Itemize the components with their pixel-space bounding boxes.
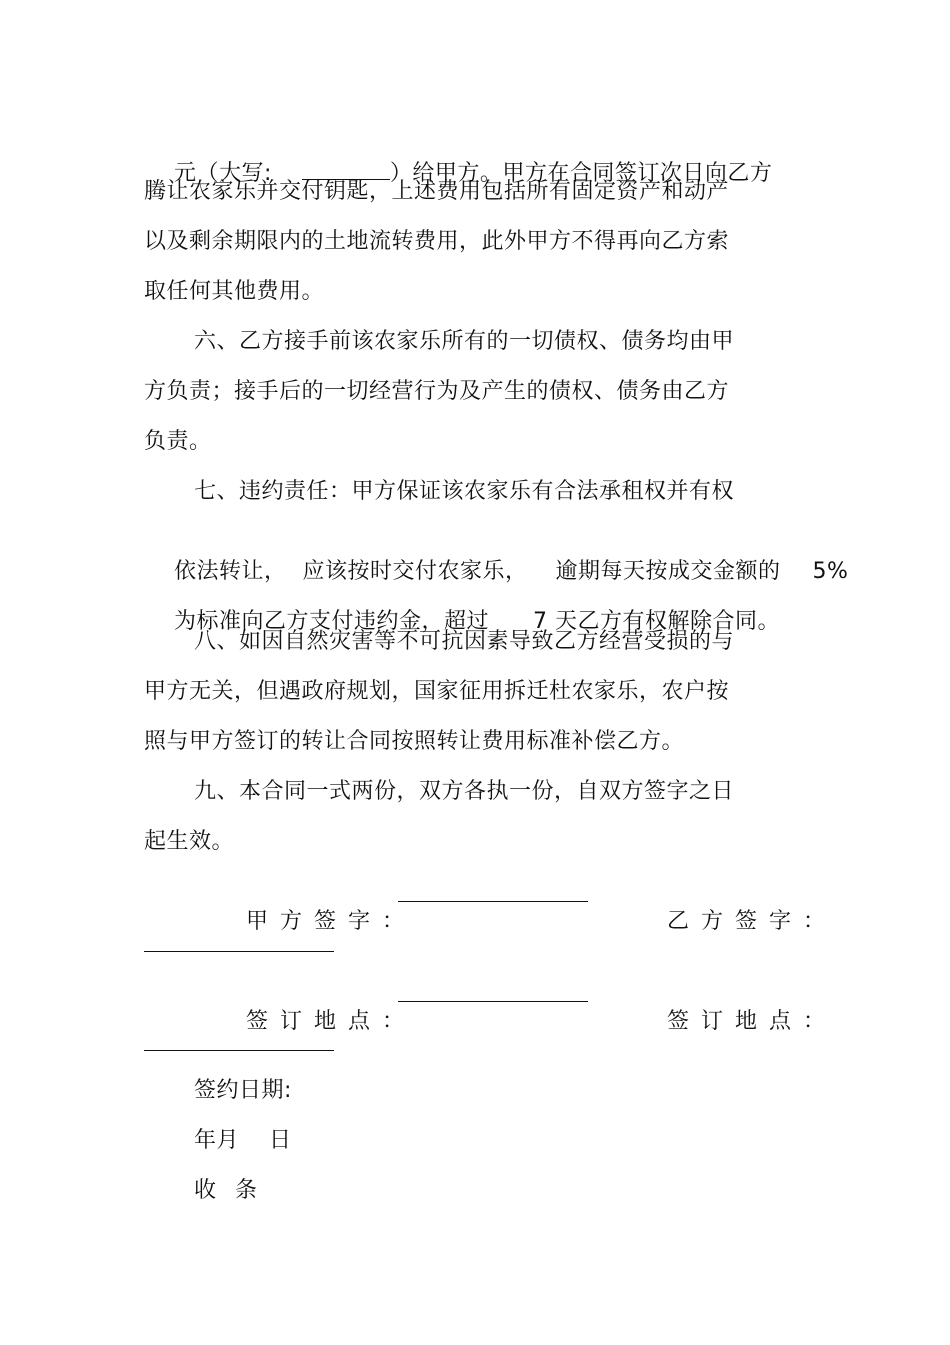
paragraph-8-line-2: 甲方无关，但遇政府规划，国家征用拆迁杜农家乐，农户按 (144, 679, 730, 704)
paragraph-7-l2-part-b: 应该按时交付农家乐， (302, 559, 528, 584)
party-b-signature-label: 乙方签字： (666, 909, 837, 934)
party-b-signature-line (144, 951, 334, 952)
paragraph-7-l3-part-b: 7 天乙方有权解除合同。 (533, 609, 780, 634)
paragraph-6-line-3: 负责。 (144, 429, 212, 454)
paragraph-6-line-1: 六、乙方接手前该农家乐所有的一切债权、债务均由甲 (194, 329, 735, 354)
amount-prefix: 元（大写: (173, 161, 272, 186)
paragraph-7-l2-part-c: 逾期每天按成交金额的 (555, 559, 781, 584)
receipt-heading: 收 条 (194, 1178, 263, 1203)
paragraph-5-line-2: 腾让农家乐并交付钥匙，上述费用包括所有固定资产和动产 (144, 179, 730, 204)
party-a-signature-label: 甲方签字： (245, 909, 416, 934)
signing-date-label: 签约日期: (194, 1078, 292, 1103)
amount-suffix: ）给甲方。甲方在合同签订次日向乙方 (389, 161, 773, 186)
paragraph-5-line-4: 取任何其他费用。 (144, 279, 325, 304)
paragraph-5-line-3: 以及剩余期限内的土地流转费用，此外甲方不得再向乙方索 (144, 229, 730, 254)
paragraph-7-line-1: 七、违约责任：甲方保证该农家乐有合法承租权并有权 (194, 479, 735, 504)
party-a-place-label: 签订地点： (245, 1009, 416, 1034)
paragraph-7-l3-part-a: 为标准向乙方支付违约金，超过 (173, 609, 489, 634)
paragraph-9-line-1: 九、本合同一式两份，双方各执一份，自双方签字之日 (194, 779, 735, 804)
paragraph-7-l2-part-a: 依法转让， (173, 559, 287, 584)
signing-date-fields: 年月 日 (194, 1128, 292, 1153)
paragraph-8-line-3: 照与甲方签订的转让合同按照转让费用标准补偿乙方。 (144, 729, 685, 754)
paragraph-9-line-2: 起生效。 (144, 829, 235, 854)
paragraph-8-line-1: 八、如因自然灾害等不可抗因素导致乙方经营受损的与 (194, 629, 735, 654)
party-b-place-line (144, 1050, 334, 1051)
party-a-place-line (398, 1001, 588, 1002)
party-a-signature-line (398, 901, 588, 902)
penalty-rate: 5% (812, 559, 849, 584)
paragraph-6-line-2: 方负责；接手后的一切经营行为及产生的债权、债务由乙方 (144, 379, 730, 404)
party-b-place-label: 签订地点： (666, 1009, 837, 1034)
